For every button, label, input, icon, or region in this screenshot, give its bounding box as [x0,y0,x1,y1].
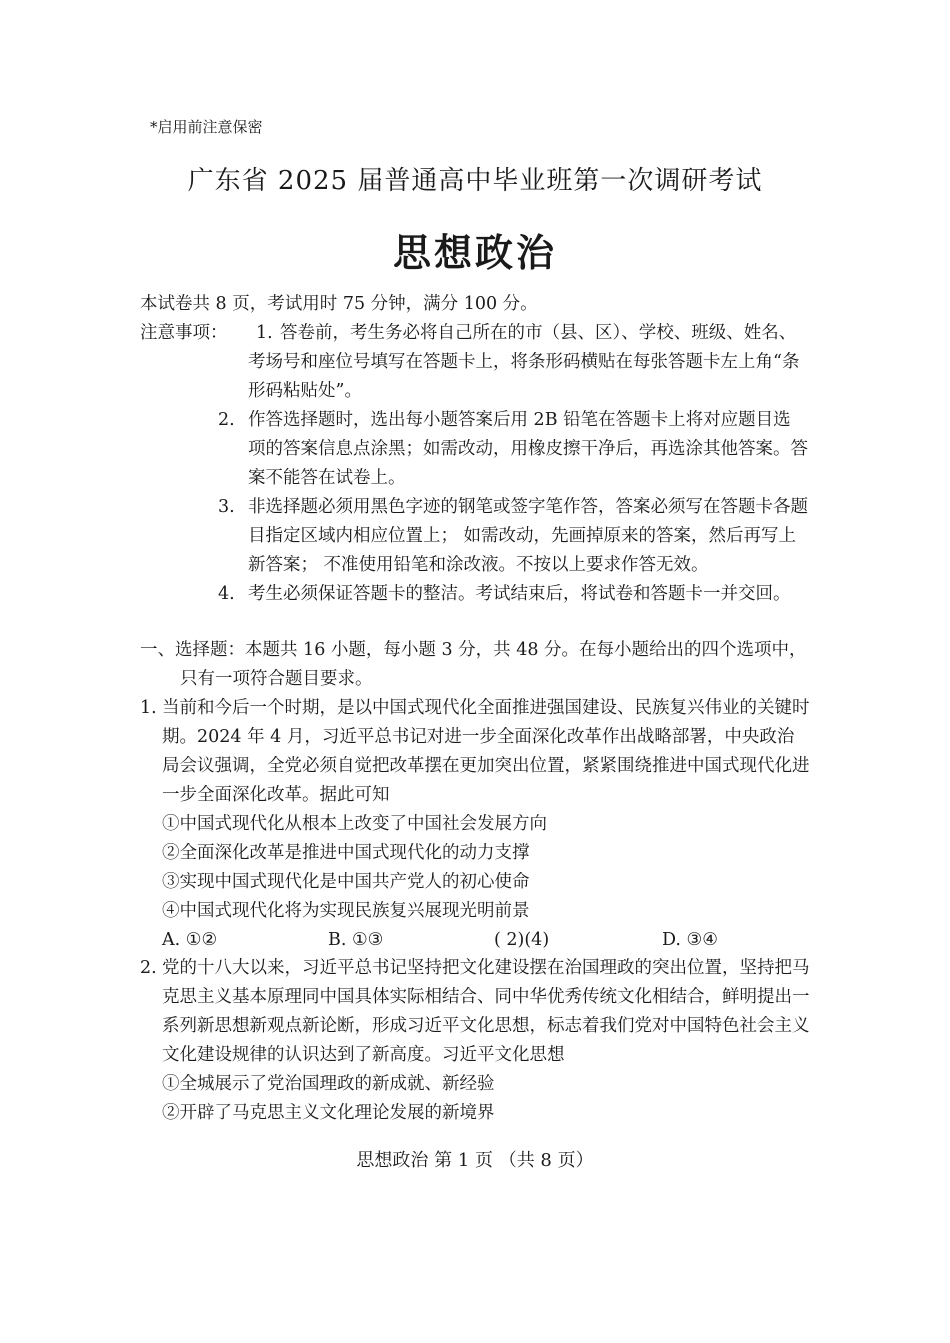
section-heading [140,636,810,694]
page-footer: 思想政治 第 1 页 （共 8 页） [356,1150,594,1171]
question-2-item-2: ②开辟了马克思主义文化理论发展的新境界 [162,1103,495,1123]
choice-d[interactable]: D. ③④ [662,930,718,950]
choice-a[interactable]: A. ①② [162,930,218,950]
note-item [218,406,808,493]
note-number: 2. [218,410,235,430]
confidential-note: *启用前注意保密 [150,118,263,136]
note-item [218,493,808,580]
note-text: 作答选择题时，选出每小题答案后用 2B 铅笔在答题卡上将对应题目选项的答案信息点涂黑；如需改动，用橡皮擦干净后，再选涂其他答案。答案不能答在试卷上。 [248,410,808,488]
notes-label: 注意事项： [140,323,228,343]
question-1-item-2: ②全面深化改革是推进中国式现代化的动力支撑 [162,843,530,863]
question-1-item-3: ③实现中国式现代化是中国共产党人的初心使命 [162,872,530,892]
question-number: 1. [140,698,157,718]
question-2 [140,954,810,1070]
note-text: 非选择题必须用黑色字迹的钢笔或签字笔作答，答案必须写在答题卡各题目指定区域内相应位置上； 如需改动，先画掉原来的答案，然后再写上新答案； 不准使用铅笔和涂改液。不按以上要求作答无效。 [248,497,808,575]
note-text: 答卷前，考生务必将自己所在的市（县、区）、学校、班级、姓名、考场号和座位号填写在答题卡上，将条形码横贴在每张答题卡左上角“条形码粘贴处”。 [248,323,800,401]
question-number: 2. [140,958,157,978]
exam-summary: 本试卷共 8 页，考试用时 75 分钟，满分 100 分。 [140,294,538,314]
exam-title: 广东省 2025 届普通高中毕业班第一次调研考试 [187,166,763,196]
choice-c[interactable]: ( 2)(4) [494,930,550,950]
note-number: 3. [218,497,235,517]
note-text: 考生必须保证答题卡的整洁。考试结束后，将试卷和答题卡一并交回。 [248,584,791,604]
question-2-item-1: ①全城展示了党治国理政的新成就、新经验 [162,1074,495,1094]
section-heading-continuation: 只有一项符合题目要求。 [180,669,373,689]
note-number: 1. [256,323,273,343]
note-item [218,319,808,406]
question-1-item-1: ①中国式现代化从根本上改变了中国社会发展方向 [162,814,547,834]
question-1 [140,694,810,810]
note-number: 4. [218,584,235,604]
subject-title: 思想政治 [392,230,557,275]
question-1-item-4: ④中国式现代化将为实现民族复兴展现光明前景 [162,901,530,921]
choice-b[interactable]: B. ①③ [328,930,384,950]
note-item [218,580,808,609]
question-stem: 党的十八大以来，习近平总书记坚持把文化建设摆在治国理政的突出位置，坚持把马克思主义基本原理同中国具体实际相结合、同中华优秀传统文化相结合，鲜明提出一系列新思想新观点新论断，形成习近平文化思想，标志着我们党对中国特色社会主义文化建设规律的认识达到了新高度。习近平文化思想 [162,958,810,1065]
section-heading-line: 一、选择题：本题共 16 小题，每小题 3 分，共 48 分。在每小题给出的四个选项中， [140,640,807,660]
question-stem: 当前和今后一个时期，是以中国式现代化全面推进强国建设、民族复兴伟业的关键时期。2024 年 4 月，习近平总书记对进一步全面深化改革作出战略部署，中央政治局会议强调，全党必须自觉把改革摆在更加突出位置，紧紧围绕推进中国式现代化进一步全面深化改革。据此可知 [162,698,810,805]
question-1-choices [162,926,762,955]
